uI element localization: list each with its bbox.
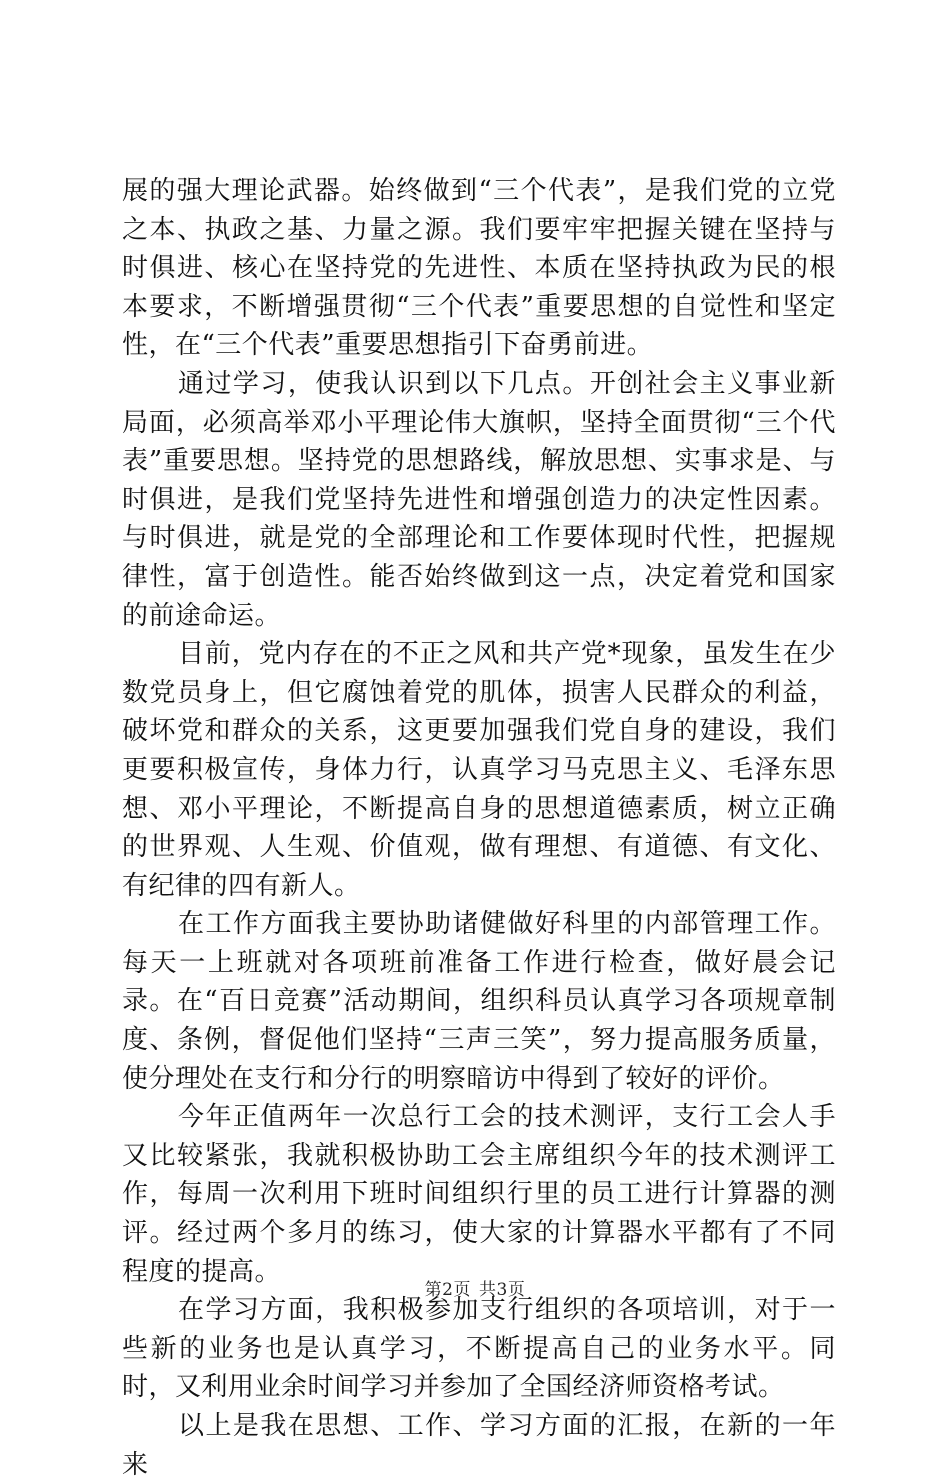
paragraph-technical-assessment: 今年正值两年一次总行工会的技术测评，支行工会人手又比较紧张，我就积极协助工会主席组织今年的技术测评工作，每周一次利用下班时间组织行里的员工进行计算器的测评。经过两个多月的练习，使大家的计算器水平都有了不同程度的提高。 <box>122 1102 836 1287</box>
paragraph-learning: 在学习方面，我积极参加支行组织的各项培训，对于一些新的业务也是认真学习，不断提高自己的业务水平。同时，又利用业余时间学习并参加了全国经济师资格考试。 <box>122 1295 836 1403</box>
paragraph-party-conduct: 目前，党内存在的不正之风和共产党*现象，虽发生在少数党员身上，但它腐蚀着党的肌体，损害人民群众的利益，破坏党和群众的关系，这更要加强我们党自身的建设，我们更要积极宣传，身体力行，认真学习马克思主义、毛泽东思想、邓小平理论，不断提高自身的思想道德素质，树立正确的世界观、人生观、价值观，做有理想、有道德、有文化、有纪律的四有新人。 <box>122 639 836 901</box>
paragraph-work: 在工作方面我主要协助诸健做好科里的内部管理工作。每天一上班就对各项班前准备工作进行检查，做好晨会记录。在“百日竞赛”活动期间，组织科员认真学习各项规章制度、条例，督促他们坚持“三声三笑”，努力提高服务质量，使分理处在支行和分行的明察暗访中得到了较好的评价。 <box>122 909 836 1094</box>
page-footer <box>0 1275 950 1300</box>
page-total: 共3页 <box>479 1280 526 1300</box>
paragraph-summary: 以上是我在思想、工作、学习方面的汇报，在新的一年来 <box>122 1411 836 1480</box>
paragraph-continuation: 展的强大理论武器。始终做到“三个代表”，是我们党的立党之本、执政之基、力量之源。我们要牢牢把握关键在坚持与时俱进、核心在坚持党的先进性、本质在坚持执政为民的根本要求，不断增强贯彻“三个代表”重要思想的自觉性和坚定性，在“三个代表”重要思想指引下奋勇前进。 <box>122 176 836 361</box>
page-number: 第2页 <box>424 1280 471 1300</box>
paragraph-study-insights: 通过学习，使我认识到以下几点。开创社会主义事业新局面，必须高举邓小平理论伟大旗帜，坚持全面贯彻“三个代表”重要思想。坚持党的思想路线，解放思想、实事求是、与时俱进，是我们党坚持先进性和增强创造力的决定性因素。与时俱进，就是党的全部理论和工作要体现时代性，把握规律性，富于创造性。能否始终做到这一点，决定着党和国家的前途命运。 <box>122 368 836 631</box>
